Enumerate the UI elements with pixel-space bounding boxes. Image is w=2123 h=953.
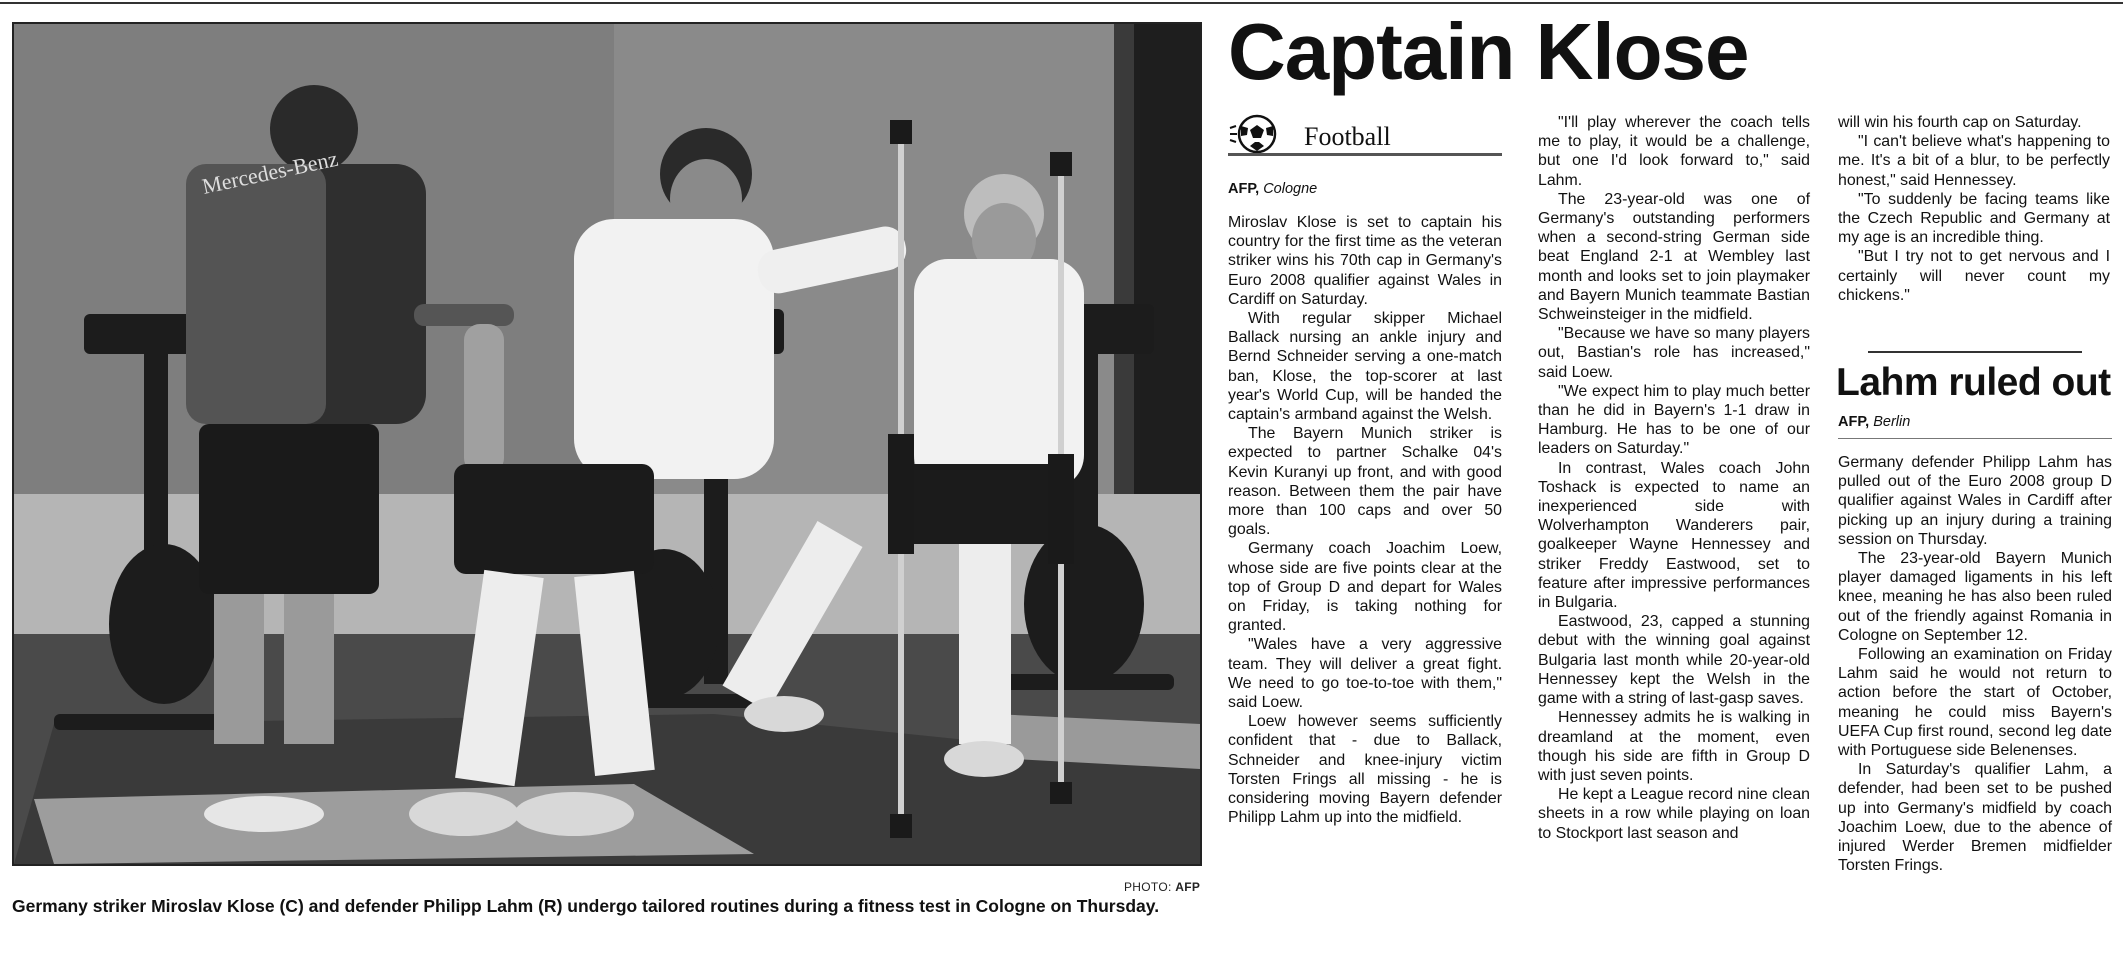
news-photo [12, 22, 1202, 866]
sidebar-headline: Lahm ruled out [1836, 361, 2111, 404]
section-label: Football [1304, 122, 1391, 151]
sidebar-byline-dateline: Berlin [1873, 414, 1911, 430]
story-divider [1868, 351, 2082, 353]
photo-credit-agency: AFP [1175, 880, 1201, 894]
paragraph: Loew however seems sufficiently confident that - due to Ballack, Schneider and knee-injury victim Torsten Frings all missing - he is considering moving Bayern defender Philipp Lahm up into the midfield. [1228, 713, 1502, 827]
football-icon [1228, 114, 1286, 154]
byline-dateline: Cologne [1263, 181, 1318, 197]
section-rule [1228, 153, 1502, 156]
paragraph: Germany defender Philipp Lahm has pulled out of the Euro 2008 group D qualifier against Wales in Cardiff after picking up an injury during a training session on Thursday. [1838, 454, 2112, 548]
article-column-1 [1228, 213, 1502, 828]
sidebar-byline-agency: AFP, [1838, 414, 1870, 430]
photo-credit-prefix: PHOTO: [1124, 880, 1172, 894]
paragraph: "To suddenly be facing teams like the Czech Republic and Germany at my age is an incredible thing. [1838, 190, 2110, 247]
paragraph: Germany coach Joachim Loew, whose side are five points clear at the top of Group D and depart for Wales on Friday, is taking nothing for granted. [1228, 540, 1502, 635]
paragraph: "Wales have a very aggressive team. They will deliver a great fight. We need to go toe-to-toe with them," said Loew. [1228, 636, 1502, 712]
sidebar-byline-rule [1838, 438, 2112, 439]
paragraph: Eastwood, 23, capped a stunning debut with the winning goal against Bulgaria last month while 20-year-old Hennessey kept the Welsh in the game with a string of last-gasp saves. [1538, 613, 1810, 708]
paragraph: He kept a League record nine clean sheets in a row while playing on loan to Stockport last season and [1538, 786, 1810, 842]
paragraph: "I'll play wherever the coach tells me to play, it would be a challenge, but one I'd look forward to," said Lahm. [1538, 114, 1810, 189]
photo-credit [1124, 880, 1200, 894]
paragraph: The 23-year-old was one of Germany's outstanding performers when a second-string German side beat England 2-1 at Wembley last month and looks set to join playmaker and Bayern Munich teammate Bastian Schweinsteiger in the midfield. [1538, 190, 1810, 324]
paragraph: The Bayern Munich striker is expected to partner Schalke 04's Kevin Kuranyi up front, and with good reason. Between them the pair have more than 100 caps and over 50 goals. [1228, 425, 1502, 539]
byline-agency: AFP, [1228, 181, 1260, 197]
headline: Captain Klose [1228, 7, 1749, 96]
sidebar-column [1838, 453, 2112, 875]
paragraph: The 23-year-old Bayern Munich player damaged ligaments in his left knee, meaning he has also been ruled out of the friendly against Romania in Cologne on September 12. [1838, 550, 2112, 644]
sidebar-byline [1838, 414, 1910, 430]
photo-caption: Germany striker Miroslav Klose (C) and defender Philipp Lahm (R) undergo tailored routines during a fitness test in Cologne on Thursday. [12, 896, 1160, 916]
article-column-3 [1838, 113, 2110, 305]
paragraph: "Because we have so many players out, Bastian's role has increased," said Loew. [1538, 325, 1810, 381]
byline [1228, 181, 1317, 197]
article-column-2 [1538, 113, 1810, 843]
paragraph: In Saturday's qualifier Lahm, a defender, had been set to be pushed up into Germany's midfield by coach Joachim Loew, due to the abence of injured Werder Bremen midfielder Torsten Frings. [1838, 761, 2112, 875]
paragraph: "I can't believe what's happening to me. It's a bit of a blur, to be perfectly honest," said Hennessey. [1838, 133, 2110, 189]
top-rule [0, 2, 2123, 4]
paragraph: "We expect him to play much better than he did in Bayern's 1-1 draw in Hamburg. He has to be one of our leaders on Saturday." [1538, 382, 1810, 458]
paragraph: In contrast, Wales coach John Toshack is expected to name an inexperienced side with Wolverhampton Wanderers pair, goalkeeper Wayne Hennessey and striker Freddy Eastwood, set to feature after impressive performances in Bulgaria. [1538, 459, 1810, 612]
paragraph: will win his fourth cap on Saturday. [1838, 114, 2082, 131]
paragraph: Following an examination on Friday Lahm said he would not return to action before the start of October, meaning he could miss Bayern's UEFA Cup first round, second leg date with Portuguese side Belenenses. [1838, 646, 2112, 760]
paragraph: Miroslav Klose is set to captain his country for the first time as the veteran striker wins his 70th cap in Germany's Euro 2008 qualifier against Wales in Cardiff on Saturday. [1228, 214, 1502, 308]
shirt-sponsor-text: Mercedes-Benz [199, 145, 341, 199]
paragraph: With regular skipper Michael Ballack nursing an ankle injury and Bernd Schneider serving a one-match ban, Klose, the top-scorer at last year's World Cup, will be handed the captain's armband against the Welsh. [1228, 310, 1502, 424]
section-kicker [1228, 114, 1502, 154]
paragraph: Hennessey admits he is walking in dreamland at the moment, even though his side are fifth in Group D with just seven points. [1538, 709, 1810, 784]
paragraph: "But I try not to get nervous and I certainly will never count my chickens." [1838, 248, 2110, 304]
photo-illustration [14, 24, 1200, 864]
